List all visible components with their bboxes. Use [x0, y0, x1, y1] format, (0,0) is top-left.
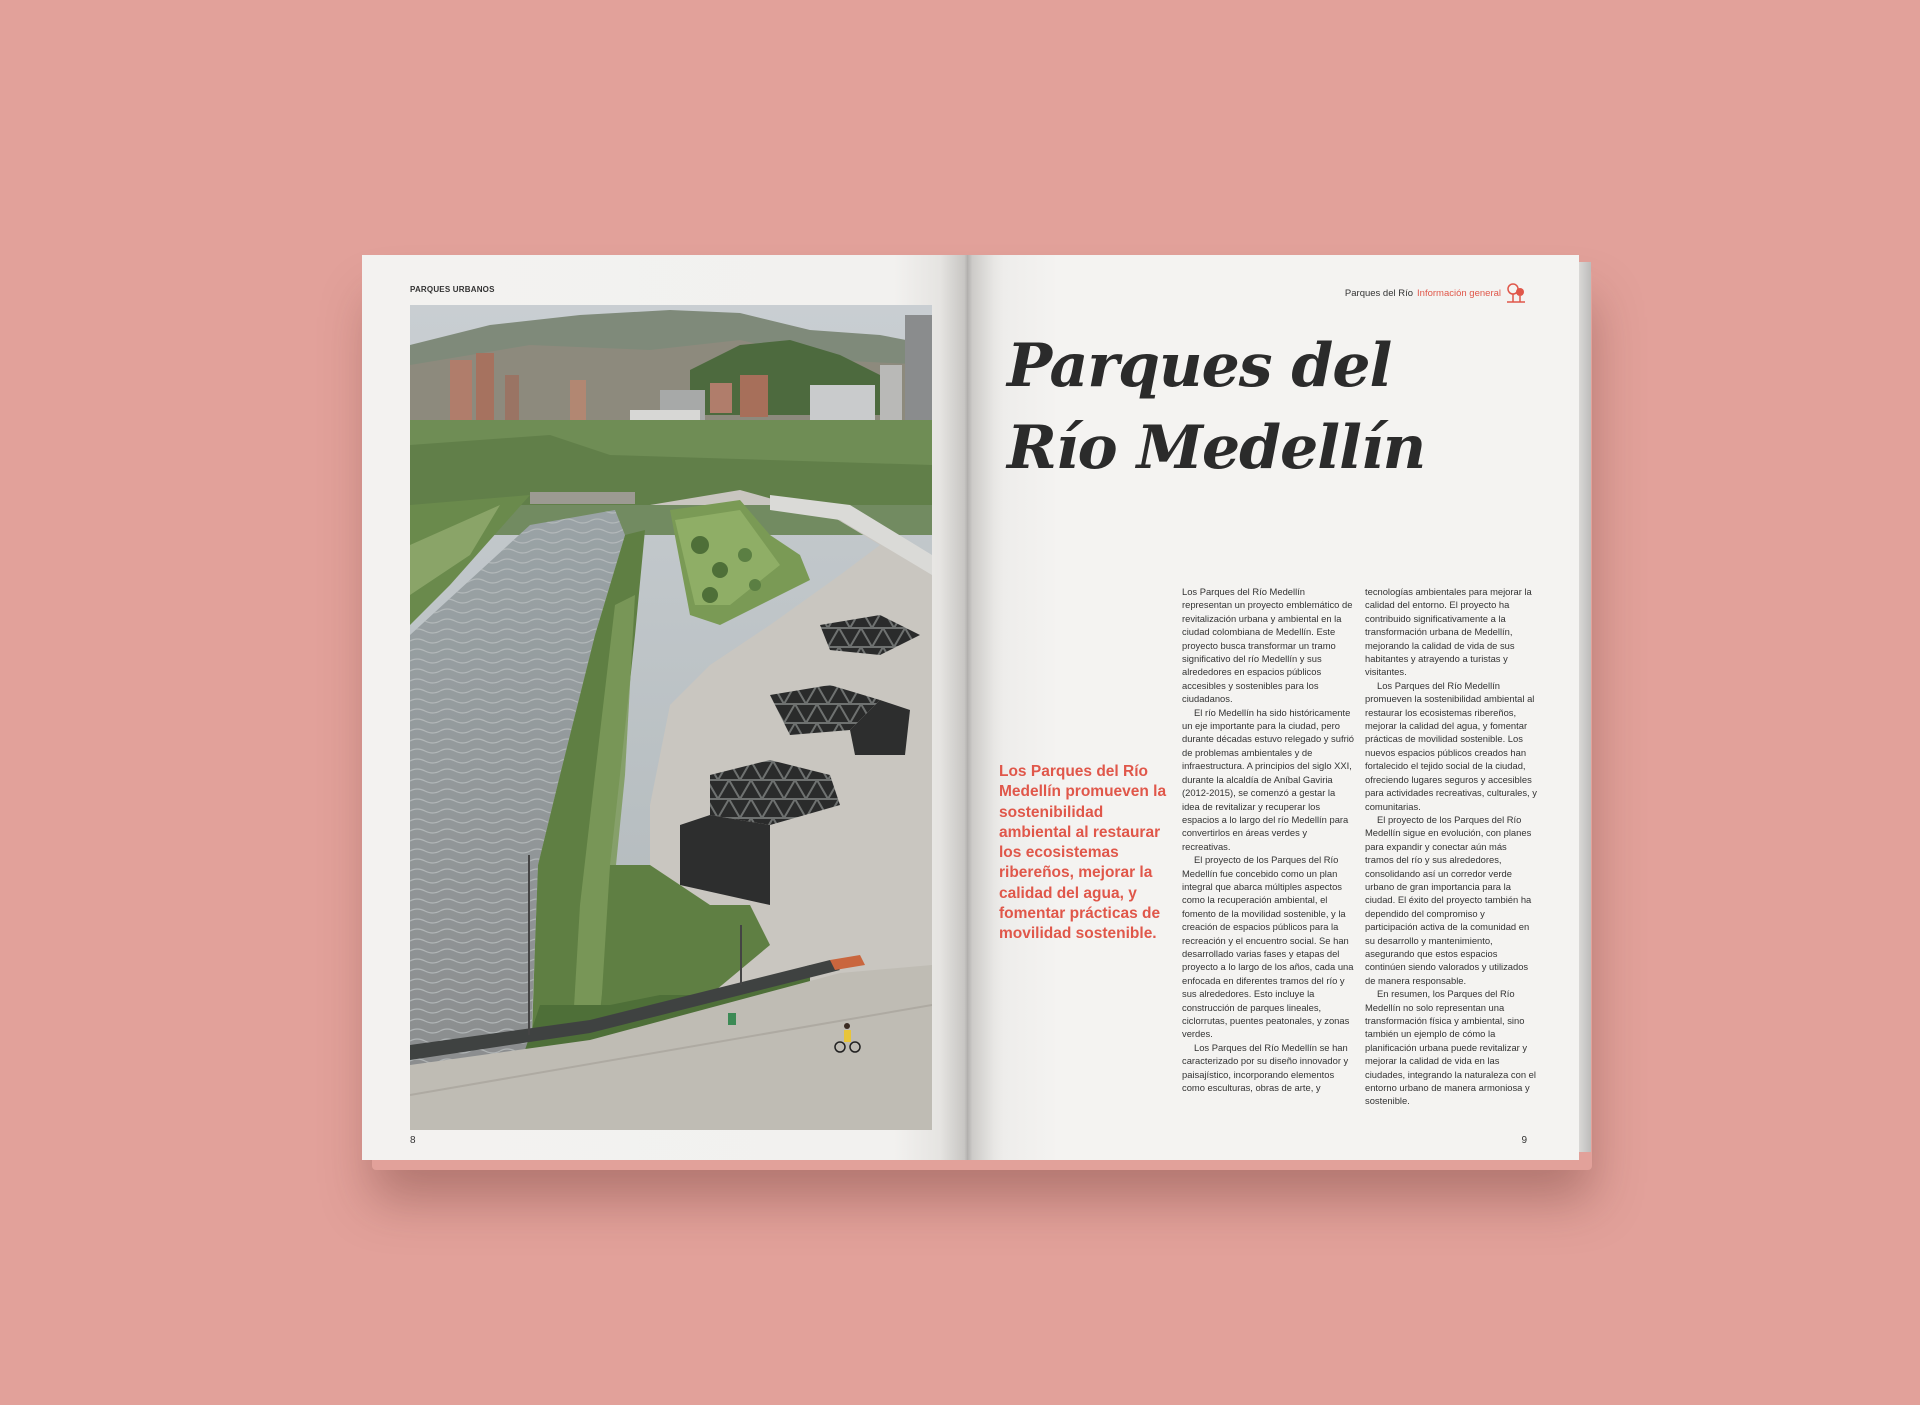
- article-headline: [1007, 325, 1547, 489]
- right-running-head: [1345, 282, 1527, 304]
- right-page-number: 9: [1521, 1135, 1527, 1146]
- body-paragraph: El proyecto de los Parques del Río Medellín fue concebido como un plan integral que abarca múltiples aspectos como la recuperación ambiental, el fomento de la movilidad sostenible, y la creación de espacios públicos para la recreación y el encuentro social. Se han desarrollado varias fases y etapas del proyecto a lo largo de los años, cada una enfocada en diferentes tramos del río y sus alrededores. Esto incluye la construcción de parques lineales, ciclorrutas, puentes peatonales, y zonas verdes.: [1182, 854, 1354, 1040]
- body-paragraph: tecnologías ambientales para mejorar la calidad del entorno. El proyecto ha contribuido significativamente a la transformación urbana de Medellín, mejorando la calidad de vida de sus habitantes y atrayendo a turistas y visitantes.: [1365, 586, 1532, 678]
- headline-line-2: Río Medellín: [1007, 413, 1426, 483]
- river-park-photo: [410, 305, 932, 1130]
- body-paragraph: En resumen, los Parques del Río Medellín no solo representan una transformación física y ambiental, sino también un ejemplo de cómo la planificación urbana puede revitalizar y mejorar la calidad de vida en las ciudades, integrando la naturaleza con el entorno urbano de manera armoniosa y sostenible.: [1365, 988, 1536, 1107]
- pullquote: Los Parques del Río Medellín promueven la sostenibilidad ambiental al restaurar los ecosistemas ribereños, mejorar la calidad del agua, y fomentar prácticas de movilidad sostenible.: [999, 763, 1167, 943]
- left-page-number: 8: [410, 1135, 416, 1146]
- left-page: [362, 255, 967, 1160]
- right-page: [967, 255, 1579, 1160]
- body-paragraph: Los Parques del Río Medellín se han caracterizado por su diseño innovador y paisajístico, incorporando elementos como esculturas, obras de arte, y: [1182, 1041, 1349, 1094]
- body-paragraph: El río Medellín ha sido históricamente un eje importante para la ciudad, pero durante décadas estuvo relegado y sufrió de problemas ambientales y de infraestructura. A principios del siglo XXI, durante la alcaldía de Aníbal Gaviria (2012-2015), se comenzó a gestar la idea de revitalizar y recuperar los espacios a lo largo del río Medellín para convertirlos en áreas verdes y recreativas.: [1182, 706, 1354, 852]
- body-column-1: [1182, 585, 1354, 1094]
- headline-line-1: Parques del: [1007, 331, 1392, 401]
- running-head-section: Parques del Río: [1344, 287, 1414, 299]
- body-paragraph: Los Parques del Río Medellín promueven la sostenibilidad ambiental al restaurar los ecosistemas ribereños, mejorar la calidad del agua, y fomentar prácticas de movilidad sostenible. Los nuevos espacios públicos creados han fortalecido el tejido social de la ciudad, ofreciendo lugares seguros y accesibles para actividades recreativas, culturales, y comunitarias.: [1365, 679, 1537, 812]
- running-head-subsection: Información general: [1417, 287, 1501, 299]
- page-stack-edge: [1579, 262, 1591, 1152]
- body-paragraph: Los Parques del Río Medellín representan un proyecto emblemático de revitalización urbana y ambiental en la ciudad colombiana de Medellín. Este proyecto busca transformar un tramo significativo del río Medellín y sus alrededores en espacios públicos accesibles y sostenibles para los ciudadanos.: [1182, 586, 1353, 705]
- body-paragraph: El proyecto de los Parques del Río Medellín sigue en evolución, con planes para expandir y conectar aún más tramos del río y sus alrededores, consolidando así un corredor verde urbano de gran importancia para la ciudad. El éxito del proyecto también ha dependido del compromiso y participación activa de la comunidad en su desarrollo y mantenimiento, asegurando que estos espacios continúen siendo valorados y utilizados de manera responsable.: [1365, 813, 1532, 986]
- tree-icon: [1505, 282, 1527, 304]
- left-running-head: PARQUES URBANOS: [410, 285, 495, 294]
- body-column-2: [1365, 585, 1537, 1108]
